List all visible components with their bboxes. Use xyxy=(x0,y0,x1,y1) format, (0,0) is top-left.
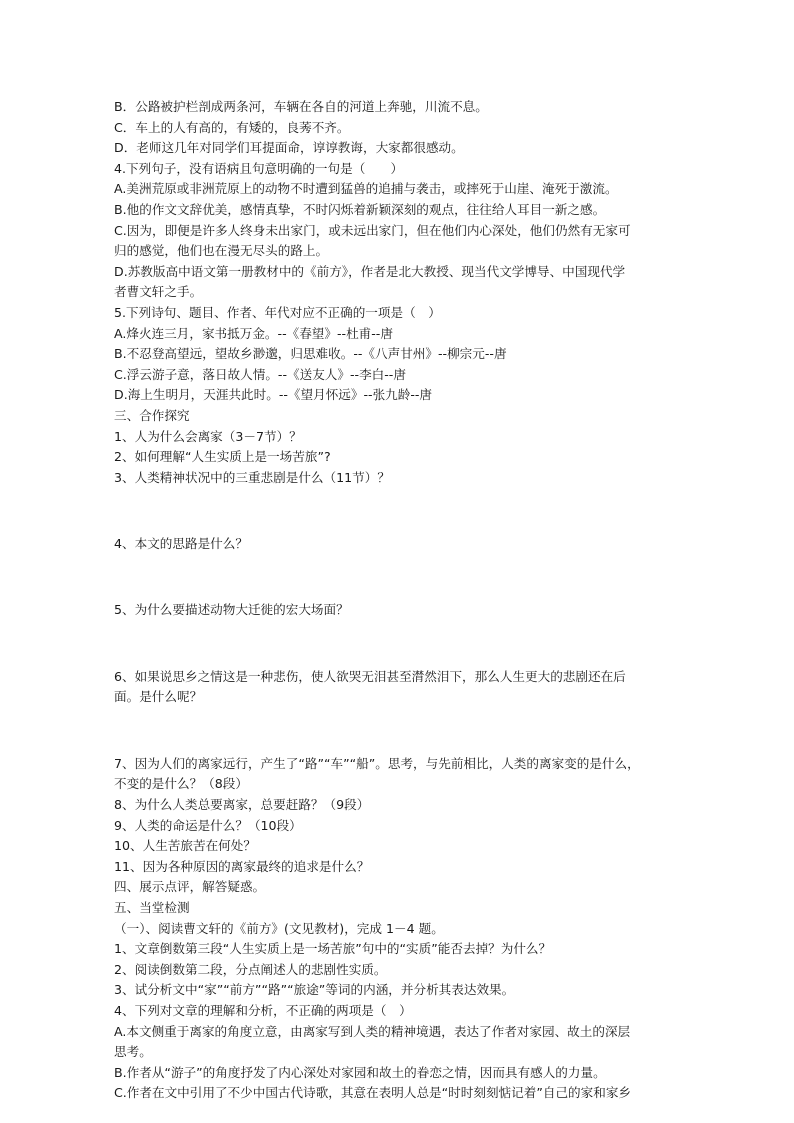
text-line: 不变的是什么？（8段） xyxy=(114,776,248,792)
text-line: 1、人为什么会离家（3－7节）？ xyxy=(114,428,302,444)
text-line: （一）、阅读曹文轩的《前方》(文见教材)，完成 1－4 题。 xyxy=(114,920,444,936)
text-line: 11、因为各种原因的离家最终的追求是什么？ xyxy=(114,858,370,874)
text-line: C．车上的人有高的，有矮的，良莠不齐。 xyxy=(114,119,350,135)
blank-line xyxy=(114,501,684,522)
text-line: 5.下列诗句、题目、作者、年代对应不正确的一项是（ ） xyxy=(114,304,441,320)
text-line: C.浮云游子意，落日故人情。--《送友人》--李白--唐 xyxy=(114,366,406,382)
text-line: 3、试分析文中“家”“前方”“路”“旅途”等词的内涵，并分析其表达效果。 xyxy=(114,982,515,998)
text-line: A.本文侧重于离家的角度立意，由离家写到人类的精神境遇，表达了作者对家园、故土的深层 xyxy=(114,1023,631,1039)
text-line: B．公路被护栏剖成两条河，车辆在各自的河道上奔驰，川流不息。 xyxy=(114,99,488,114)
text-line: B.作者从“游子”的角度抒发了内心深处对家园和故土的眷恋之情，因而具有感人的力量。 xyxy=(114,1064,606,1080)
text-line: A.烽火连三月，家书抵万金。--《春望》--杜甫--唐 xyxy=(114,325,393,341)
text-line: D.海上生明月，天涯共此时。--《望月怀远》--张九龄--唐 xyxy=(114,387,433,403)
blank-line xyxy=(114,721,684,742)
blank-line xyxy=(114,634,684,655)
text-line: B.不忍登高望远，望故乡渺邈，归思难收。--《八声甘州》--柳宗元--唐 xyxy=(114,346,507,362)
text-line: D．老师这几年对同学们耳提面命，谆谆教诲，大家都很感动。 xyxy=(114,140,464,156)
text-line: C.作者在文中引用了不少中国古代诗歌，其意在表明人总是“时时刻刻惦记着”自己的家和家乡 xyxy=(114,1085,632,1101)
text-line: 1、文章倒数第三段“人生实质上是一场苦旅”句中的“实质”能否去掉？为什么？ xyxy=(114,941,552,957)
text-line: 三、合作探究 xyxy=(114,407,190,423)
text-line: 2、如何理解“人生实质上是一场苦旅”? xyxy=(114,449,331,465)
text-line: 四、展示点评，解答疑惑。 xyxy=(114,879,266,895)
text-line: 7、因为人们的离家远行，产生了“路”“车”“船”。思考，与先前相比，人类的离家变的是什么， xyxy=(114,755,640,771)
blank-line xyxy=(114,567,684,588)
text-line: 8、为什么人类总要离家，总要赶路？（9段） xyxy=(114,796,370,812)
text-line: 面。是什么呢？ xyxy=(114,689,203,705)
text-line: A.美洲荒原或非洲荒原上的动物不时遭到猛兽的追捕与袭击，或摔死于山崖、淹死于激流。 xyxy=(114,181,618,197)
text-line: D.苏教版高中语文第一册教材中的《前方》，作者是北大教授、现当代文学博导、中国现代学 xyxy=(114,263,626,279)
text-line: 6、如果说思乡之情这是一种悲伤，使人欲哭无泪甚至潸然泪下，那么人生更大的悲剧还在后 xyxy=(114,668,626,684)
text-line: C.因为，即便是许多人终身未出家门，或未远出家门，但在他们内心深处，他们仍然有无家可 xyxy=(114,222,631,238)
text-line: 3、人类精神状况中的三重悲剧是什么（11节）？ xyxy=(114,469,390,485)
text-line: 5、为什么要描述动物大迁徙的宏大场面？ xyxy=(114,602,349,618)
text-line: 归的感觉，他们也在漫无尽头的路上。 xyxy=(114,243,329,259)
document-body xyxy=(114,97,684,1104)
text-line: 9、人类的命运是什么？（10段） xyxy=(114,817,302,833)
text-line: 2、阅读倒数第二段，分点阐述人的悲剧性实质。 xyxy=(114,961,387,977)
text-line: 思考。 xyxy=(114,1044,152,1060)
text-line: 者曹文轩之手。 xyxy=(114,284,203,300)
text-line: 4、本文的思路是什么？ xyxy=(114,536,248,552)
text-line: 4.下列句子，没有语病且句意明确的一句是（ ） xyxy=(114,160,404,176)
text-line: 10、人生苦旅苦在何处？ xyxy=(114,838,256,854)
text-line: 4、下列对文章的理解和分析，不正确的两项是（ ） xyxy=(114,1002,412,1018)
text-line: 五、当堂检测 xyxy=(114,899,190,915)
text-line: B.他的作文文辞优美，感情真挚，不时闪烁着新颖深刻的观点，往往给人耳目一新之感。 xyxy=(114,201,606,217)
